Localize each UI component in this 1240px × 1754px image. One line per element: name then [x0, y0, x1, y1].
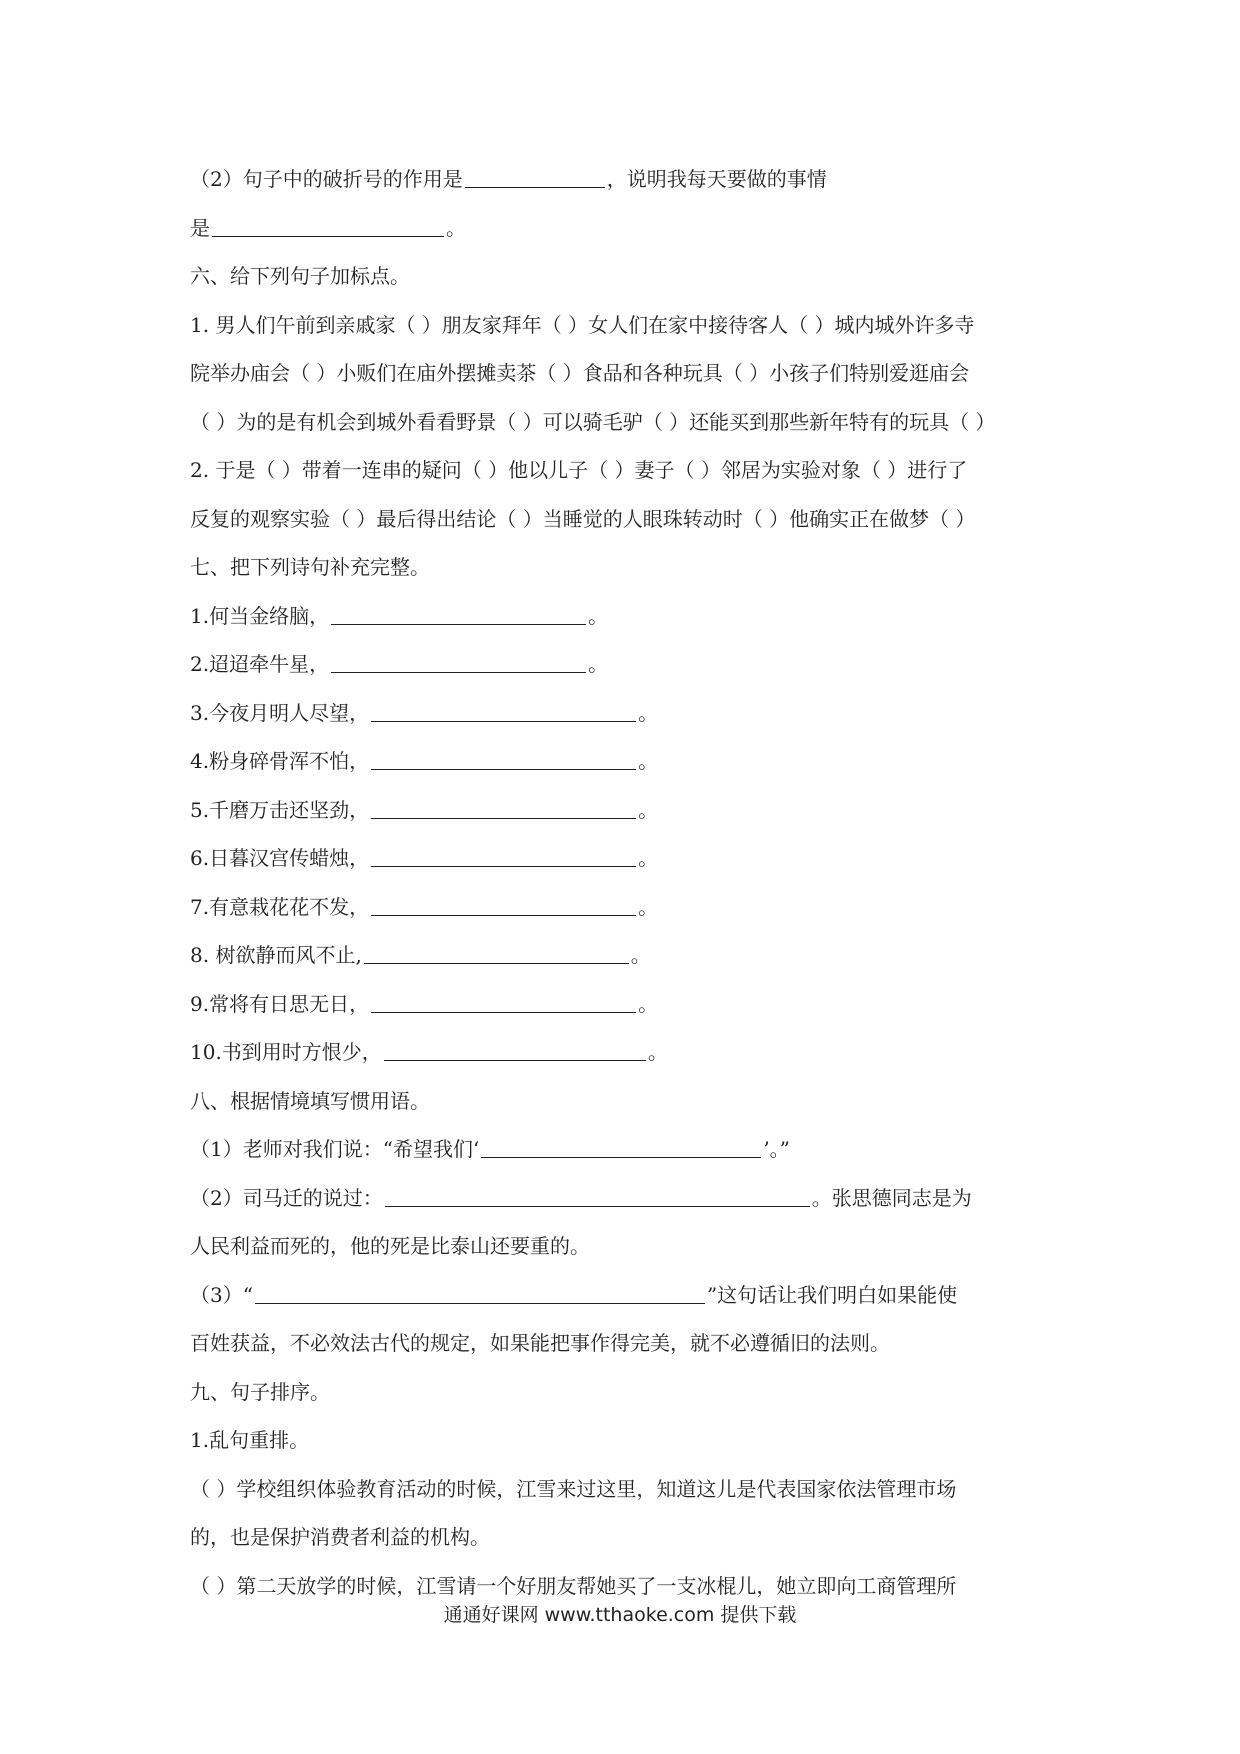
- poem-item: [190, 640, 1060, 689]
- q5-item2-text-c: 是: [190, 215, 210, 240]
- q5-item2-text-a: （2）句子中的破折号的作用是: [190, 167, 463, 191]
- answer-blank[interactable]: [371, 846, 636, 867]
- poem-end: 。: [638, 749, 659, 773]
- answer-blank[interactable]: [371, 701, 636, 722]
- poem-prompt: 9.常将有日思无日，: [190, 991, 370, 1016]
- poem-end: 。: [638, 700, 659, 725]
- poem-prompt: 5.千磨万击还坚劲，: [190, 797, 370, 822]
- answer-blank[interactable]: [465, 167, 605, 188]
- poem-prompt: 7.有意栽花花不发，: [190, 894, 370, 919]
- q8-item2-text-a: （2）司马迁的说过：: [190, 1185, 383, 1210]
- q6-sentence-line: 反复的观察实验（ ）最后得出结论（ ）当睡觉的人眼珠转动时（ ）他确实正在做梦（ ）: [190, 506, 976, 531]
- poem-end: 。: [638, 991, 659, 1016]
- poem-end: 。: [588, 603, 609, 628]
- poem-item: [190, 931, 1060, 980]
- answer-blank[interactable]: [385, 1186, 810, 1207]
- poem-prompt: 8. 树欲静而风不止,: [190, 943, 362, 967]
- q9-sentence-line: （ ）第二天放学的时候，江雪请一个好朋友帮她买了一支冰棍儿，她立即向工商管理所: [190, 1573, 957, 1598]
- poem-item: [190, 592, 1060, 641]
- q6-sentence-line: 2. 于是（ ）带着一连串的疑问（ ）他以儿子（ ）妻子（ ）邻居为实验对象（ ）进行了: [190, 458, 968, 482]
- poem-item: [190, 1028, 1060, 1077]
- q8-item3-text-a: （3）“: [190, 1282, 253, 1307]
- q5-item2-line2: [190, 204, 1060, 253]
- answer-blank[interactable]: [384, 1040, 646, 1061]
- poem-prompt: 6.日暮汉宫传蜡烛，: [190, 846, 370, 870]
- answer-blank[interactable]: [371, 895, 636, 916]
- poem-prompt: 3.今夜月明人尽望，: [190, 700, 370, 725]
- q8-item2: [190, 1174, 1060, 1223]
- poem-prompt: 2.迢迢牵牛星，: [190, 652, 330, 676]
- poem-prompt: 10.书到用时方恨少，: [190, 1040, 382, 1064]
- poem-end: 。: [638, 846, 659, 870]
- poem-end: 。: [630, 943, 651, 967]
- poem-item: [190, 980, 1060, 1029]
- answer-blank[interactable]: [255, 1283, 705, 1304]
- q5-item2-text-b: ，说明我每天要做的事情: [606, 167, 827, 191]
- q8-item1: [190, 1125, 1060, 1174]
- poem-item: [190, 786, 1060, 835]
- q8-item2-cont: 人民利益而死的，他的死是比泰山还要重的。: [190, 1234, 590, 1258]
- q5-item2-text-d: 。: [446, 215, 466, 240]
- poem-prompt: 4.粉身碎骨浑不怕，: [190, 749, 370, 773]
- poem-item: [190, 834, 1060, 883]
- answer-blank[interactable]: [364, 943, 629, 964]
- q5-item2-line1: [190, 155, 1060, 204]
- poem-item: [190, 737, 1060, 786]
- answer-blank[interactable]: [331, 652, 586, 673]
- answer-blank[interactable]: [212, 216, 444, 237]
- poem-end: 。: [638, 894, 659, 919]
- q8-item2-text-b: 。张思德同志是为: [811, 1185, 972, 1210]
- q9-sub-heading: 1.乱句重排。: [190, 1428, 310, 1452]
- answer-blank[interactable]: [331, 604, 586, 625]
- q8-item1-text-b: ’。”: [763, 1137, 790, 1161]
- poem-end: 。: [647, 1040, 668, 1064]
- q8-heading: 八、根据情境填写惯用语。: [190, 1088, 430, 1113]
- q8-item3: [190, 1271, 1060, 1320]
- answer-blank[interactable]: [371, 798, 636, 819]
- q8-item3-cont: 百姓获益，不必效法古代的规定，如果能把事作得完美，就不必遵循旧的法则。: [190, 1331, 890, 1355]
- answer-blank[interactable]: [371, 749, 636, 770]
- q9-heading: 九、句子排序。: [190, 1379, 330, 1404]
- poem-prompt: 1.何当金络脑，: [190, 603, 330, 628]
- poem-end: 。: [588, 652, 609, 676]
- q6-sentence-line: 1. 男人们午前到亲戚家（ ）朋友家拜年（ ）女人们在家中接待客人（ ）城内城外许多寺: [190, 312, 975, 337]
- q9-sentence-line: 的，也是保护消费者利益的机构。: [190, 1525, 490, 1549]
- poem-end: 。: [638, 797, 659, 822]
- poem-item: [190, 689, 1060, 738]
- page-footer: 通通好课网 www.tthaoke.com 提供下载: [443, 1604, 797, 1626]
- document-content: [190, 155, 1060, 1610]
- q6-sentence-line: （ ）为的是有机会到城外看看野景（ ）可以骑毛驴（ ）还能买到那些新年特有的玩具（ ）: [190, 409, 996, 434]
- answer-blank[interactable]: [371, 992, 636, 1013]
- poem-item: [190, 883, 1060, 932]
- q9-sentence-line: （ ）学校组织体验教育活动的时候，江雪来过这里，知道这儿是代表国家依法管理市场: [190, 1476, 957, 1501]
- q8-item3-text-b: ”这句话让我们明白如果能使: [706, 1282, 958, 1307]
- q7-heading: 七、把下列诗句补充完整。: [190, 555, 430, 579]
- answer-blank[interactable]: [481, 1137, 761, 1158]
- q6-heading: 六、给下列句子加标点。: [190, 264, 410, 288]
- q6-sentence-line: 院举办庙会（ ）小贩们在庙外摆摊卖茶（ ）食品和各种玩具（ ）小孩子们特别爱逛庙会: [190, 361, 970, 385]
- q8-item1-text-a: （1）老师对我们说：“希望我们‘: [190, 1137, 480, 1161]
